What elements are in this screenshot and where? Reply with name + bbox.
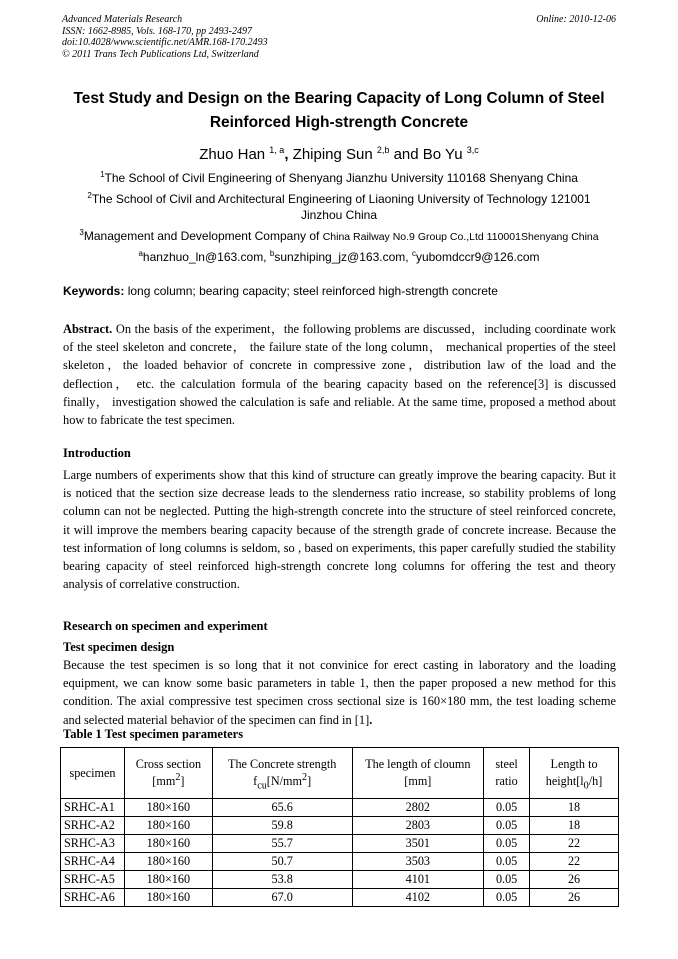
- table-cell: 180×160: [124, 889, 212, 907]
- table-cell: 4101: [352, 871, 484, 889]
- affiliation-sup: 2: [87, 191, 92, 200]
- section-heading-introduction: Introduction: [63, 446, 131, 460]
- table-row: [61, 799, 619, 817]
- author-and: and: [393, 146, 419, 163]
- journal-name: Advanced Materials Research: [62, 14, 183, 25]
- email-link[interactable]: yubomdccr9@126.com: [415, 250, 540, 264]
- column-header: specimen: [61, 748, 125, 799]
- table-cell: 180×160: [124, 835, 212, 853]
- author-name: Bo Yu: [422, 146, 463, 163]
- research-body: Because the test specimen is so long that it not convinice for erect casting in laboratory and the loading equipment, we can know some basic parameters in table 1, then the paper proposed a new method for this condition. The axial compressive test specimen cross sectional size is 160×180 mm, the test loading scheme and selected material behavior of the specimen can find in [1]: [63, 658, 616, 727]
- affiliation-text: The School of Civil Engineering of Shenyang Jianzhu University 110168 Shenyang China: [104, 171, 578, 185]
- table-cell: 65.6: [212, 799, 352, 817]
- table-cell: SRHC-A2: [61, 817, 125, 835]
- author-line: [40, 146, 638, 164]
- table-cell: 22: [530, 835, 619, 853]
- research-text: [63, 656, 616, 729]
- author-sup: 2,b: [376, 145, 390, 155]
- table-cell: 67.0: [212, 889, 352, 907]
- table-cell: SRHC-A3: [61, 835, 125, 853]
- author-name: Zhiping Sun: [292, 146, 373, 163]
- affiliation-sup: 3: [79, 228, 84, 237]
- table-cell: 3503: [352, 853, 484, 871]
- email-sup: a: [138, 249, 143, 258]
- table-row: [61, 817, 619, 835]
- column-header: steel ratio: [484, 748, 530, 799]
- introduction-text: Large numbers of experiments show that this kind of structure can greatly improve the bearing capacity. But it is noticed that the section size decrease leads to the slenderness ratio increase, so stability problems of long column can not be neglected. Putting the high-strength concrete into the structure of steel reinforced concrete, it will improve the members bearing capacity because of the strength grade of concrete increase. Because the test information of long columns is seldom, so , based on experiments, this paper carefully studied the stability bearing capacity of steel reinforced high-strength concrete long columns for offering the test and theory analysis of correlative construction.: [63, 468, 616, 592]
- table-cell: 4102: [352, 889, 484, 907]
- table-cell: 2803: [352, 817, 484, 835]
- email-link[interactable]: hanzhuo_ln@163.com,: [142, 250, 267, 264]
- table-cell: 0.05: [484, 835, 530, 853]
- table-cell: 53.8: [212, 871, 352, 889]
- table-cell: 180×160: [124, 853, 212, 871]
- table-cell: 2802: [352, 799, 484, 817]
- table-header-row: [61, 748, 619, 799]
- table-cell: 0.05: [484, 871, 530, 889]
- email-sup: c: [411, 249, 416, 258]
- keywords-label: Keywords:: [63, 284, 125, 298]
- abstract-text: On the basis of the experiment，the following problems are discussed，including coordinate work of the steel skeleton and concrete， the failure state of the long column， mechanical properties of the steel skeleton，the loaded behavior of concrete in compressive zone，distribution law of the load and the deflection， etc. the calculation formula of the bearing capacity based on the reference[3] is discussed finally， investigation showed the calculation is safe and reliable. At the same time, proposed a method about how to fabricate the test specimen.: [63, 322, 616, 428]
- email-line: [40, 249, 638, 265]
- author-name: Zhuo Han: [199, 146, 266, 163]
- online-date: Online: 2010-12-06: [536, 14, 616, 25]
- column-header: Length to $height[l_0/h]$: [530, 748, 619, 799]
- affiliation-text: Management and Development Company of: [83, 229, 320, 243]
- table-row: [61, 835, 619, 853]
- journal-header: [62, 14, 616, 60]
- table-cell: 55.7: [212, 835, 352, 853]
- table-caption: Table 1 Test specimen parameters: [63, 727, 244, 741]
- issn-line: ISSN: 1662-8985, Vols. 168-170, pp 2493-2497: [62, 25, 252, 37]
- subsection-heading: Test specimen design: [63, 640, 175, 654]
- table-cell: 26: [530, 889, 619, 907]
- copyright-line: © 2011 Trans Tech Publications Ltd, Switzerland: [62, 48, 259, 60]
- affiliation-text: The School of Civil and Architectural Engineering of Liaoning University of Technology 121001: [91, 192, 591, 206]
- table-cell: 26: [530, 871, 619, 889]
- table-cell: 59.8: [212, 817, 352, 835]
- section-heading-research: Research on specimen and experiment: [63, 619, 268, 633]
- specimen-parameters-table: [60, 747, 619, 907]
- table-cell: 180×160: [124, 817, 212, 835]
- author-separator: ,: [284, 146, 289, 163]
- table-cell: 18: [530, 817, 619, 835]
- affiliation-1: [40, 170, 638, 186]
- research-end: .: [369, 712, 373, 727]
- table-cell: 18: [530, 799, 619, 817]
- table-cell: 3501: [352, 835, 484, 853]
- table-cell: 180×160: [124, 871, 212, 889]
- table-cell: 0.05: [484, 889, 530, 907]
- affiliation-3: [40, 228, 638, 245]
- affiliation-2: [40, 191, 638, 223]
- title-line-2: Reinforced High-strength Concrete: [209, 114, 469, 131]
- doi-line: doi:10.4028/www.scientific.net/AMR.168-170.2493: [62, 37, 268, 48]
- affiliation-sup: 1: [100, 170, 105, 179]
- affiliation-text: China Railway No.9 Group Co.,Ltd 110001Shenyang China: [322, 231, 599, 243]
- table-cell: SRHC-A5: [61, 871, 125, 889]
- abstract: [63, 320, 616, 429]
- table-cell: SRHC-A6: [61, 889, 125, 907]
- table-cell: 180×160: [124, 799, 212, 817]
- table-row: [61, 889, 619, 907]
- keywords-text: long column; bearing capacity; steel reinforced high-strength concrete: [127, 284, 498, 298]
- abstract-label: Abstract.: [63, 322, 113, 336]
- affiliation-text: Jinzhou China: [300, 208, 378, 222]
- email-link[interactable]: sunzhiping_jz@163.com,: [274, 250, 409, 264]
- column-header: Cross section $[mm^2]$: [124, 748, 212, 799]
- column-header: The Concrete strength $f_{cu}[N/mm^2]$: [212, 748, 352, 799]
- author-sup: 3,c: [466, 145, 479, 155]
- paper-title: [50, 87, 628, 135]
- title-line-1: Test Study and Design on the Bearing Capacity of Long Column of Steel: [73, 90, 605, 107]
- table-cell: 0.05: [484, 817, 530, 835]
- table-row: [61, 871, 619, 889]
- table-cell: 0.05: [484, 799, 530, 817]
- keywords: [63, 284, 618, 298]
- table-cell: 22: [530, 853, 619, 871]
- table-cell: SRHC-A1: [61, 799, 125, 817]
- email-sup: b: [269, 249, 275, 258]
- table-cell: 0.05: [484, 853, 530, 871]
- author-sup: 1, a: [269, 145, 285, 155]
- table-row: [61, 853, 619, 871]
- table-cell: 50.7: [212, 853, 352, 871]
- column-header: The length of cloumn [mm]: [352, 748, 484, 799]
- table-cell: SRHC-A4: [61, 853, 125, 871]
